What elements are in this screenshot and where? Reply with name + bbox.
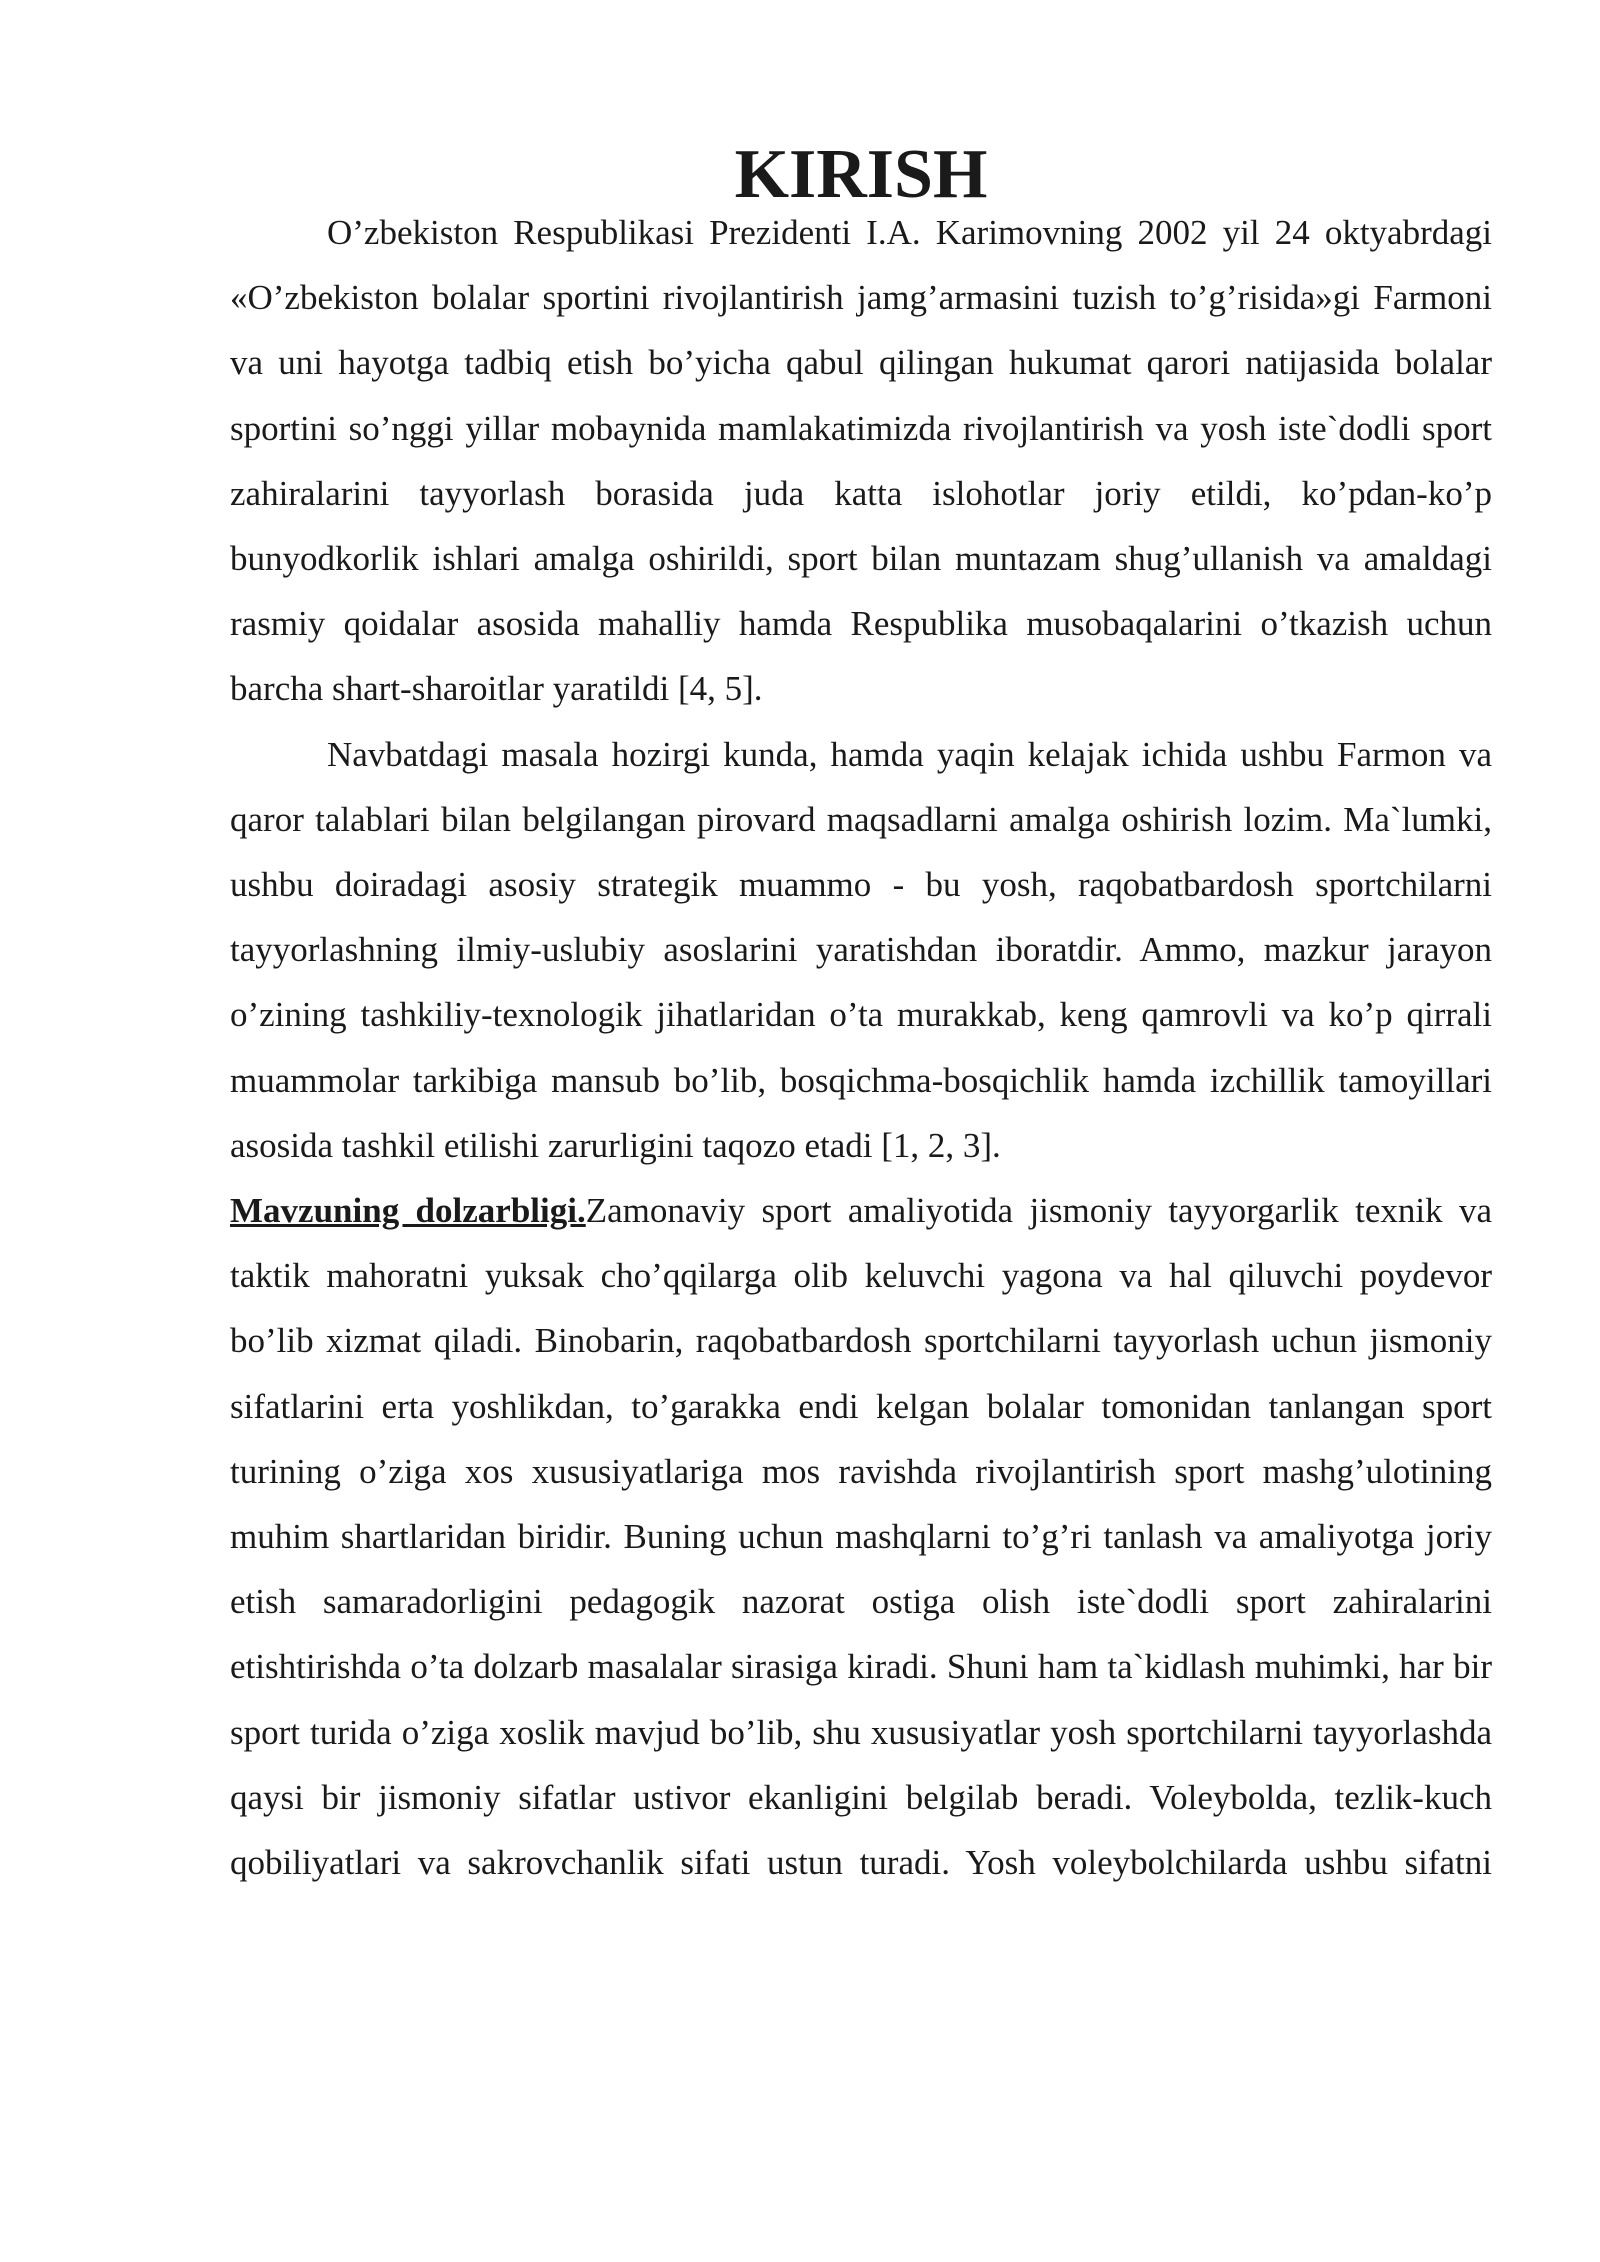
document-page	[230, 136, 1493, 1895]
relevance-paragraph	[230, 1178, 1492, 1895]
intro-paragraph-1: O’zbekiston Respublikasi Prezidenti I.A. Karimovning 2002 yil 24 oktyabrdagi «O’zbekiston bolalar sportini rivojlantirish jamg’armasini tuzish to’g’risida»gi Farmoni va uni hayotga tadbiq etish bo’yicha qabul qilingan hukumat qarori natijasida bolalar sportini so’nggi yillar mobaynida mamlakatimizda rivojlantirish va yosh iste`dodli sport zahiralarini tayyorlash borasida juda katta islohotlar joriy etildi, ko’pdan-ko’p bunyodkorlik ishlari amalga oshirildi, sport bilan muntazam shug’ullanish va amaldagi rasmiy qoidalar asosida mahalliy hamda Respublika musobaqalarini o’tkazish uchun barcha shart-sharoitlar yaratildi [4, 5].	[230, 213, 1492, 709]
relevance-text: Zamonaviy sport amaliyotida jismoniy tayyorgarlik texnik va taktik mahoratni yuksak cho’qqilarga olib keluvchi yagona va hal qiluvchi poydevor bo’lib xizmat qiladi. Binobarin, raqobatbardosh sportchilarni tayyorlash uchun jismoniy sifatlarini erta yoshlikdan, to’garakka endi kelgan bolalar tomonidan tanlangan sport turining o’ziga xos xususiyatlariga mos ravishda rivojlantirish sport mashg’ulotining muhim shartlaridan biridir. Buning uchun mashqlarni to’g’ri tanlash va amaliyotga joriy etish samaradorligini pedagogik nazorat ostiga olish iste`dodli sport zahiralarini etishtirishda o’ta dolzarb masalalar sirasiga kiradi. Shuni ham ta`kidlash muhimki, har bir sport turida o’ziga xoslik mavjud bo’lib, shu xususiyatlar yosh sportchilarni tayyorlashda qaysi bir jismoniy sifatlar ustivor ekanligini belgilab beradi. Voleybolda, tezlik-kuch qobiliyatlari va sakrovchanlik sifati ustun turadi. Yosh voleybolchilarda ushbu sifatni	[230, 1191, 1493, 1883]
page-title: KIRISH	[734, 136, 988, 213]
intro-paragraph-2: Navbatdagi masala hozirgi kunda, hamda yaqin kelajak ichida ushbu Farmon va qaror talablari bilan belgilangan pirovard maqsadlarni amalga oshirish lozim. Ma`lumki, ushbu doiradagi asosiy strategik muammo - bu yosh, raqobatbardosh sportchilarni tayyorlashning ilmiy-uslubiy asoslarini yaratishdan iboratdir. Ammo, mazkur jarayon o’zining tashkiliy-texnologik jihatlaridan o’ta murakkab, keng qamrovli va ko’p qirrali muammolar tarkibiga mansub bo’lib, bosqichma-bosqichlik hamda izchillik tamoyillari asosida tashkil etilishi zarurligini taqozo etadi [1, 2, 3].	[230, 734, 1492, 1165]
relevance-heading: Mavzuning dolzarbligi.	[230, 1191, 586, 1231]
